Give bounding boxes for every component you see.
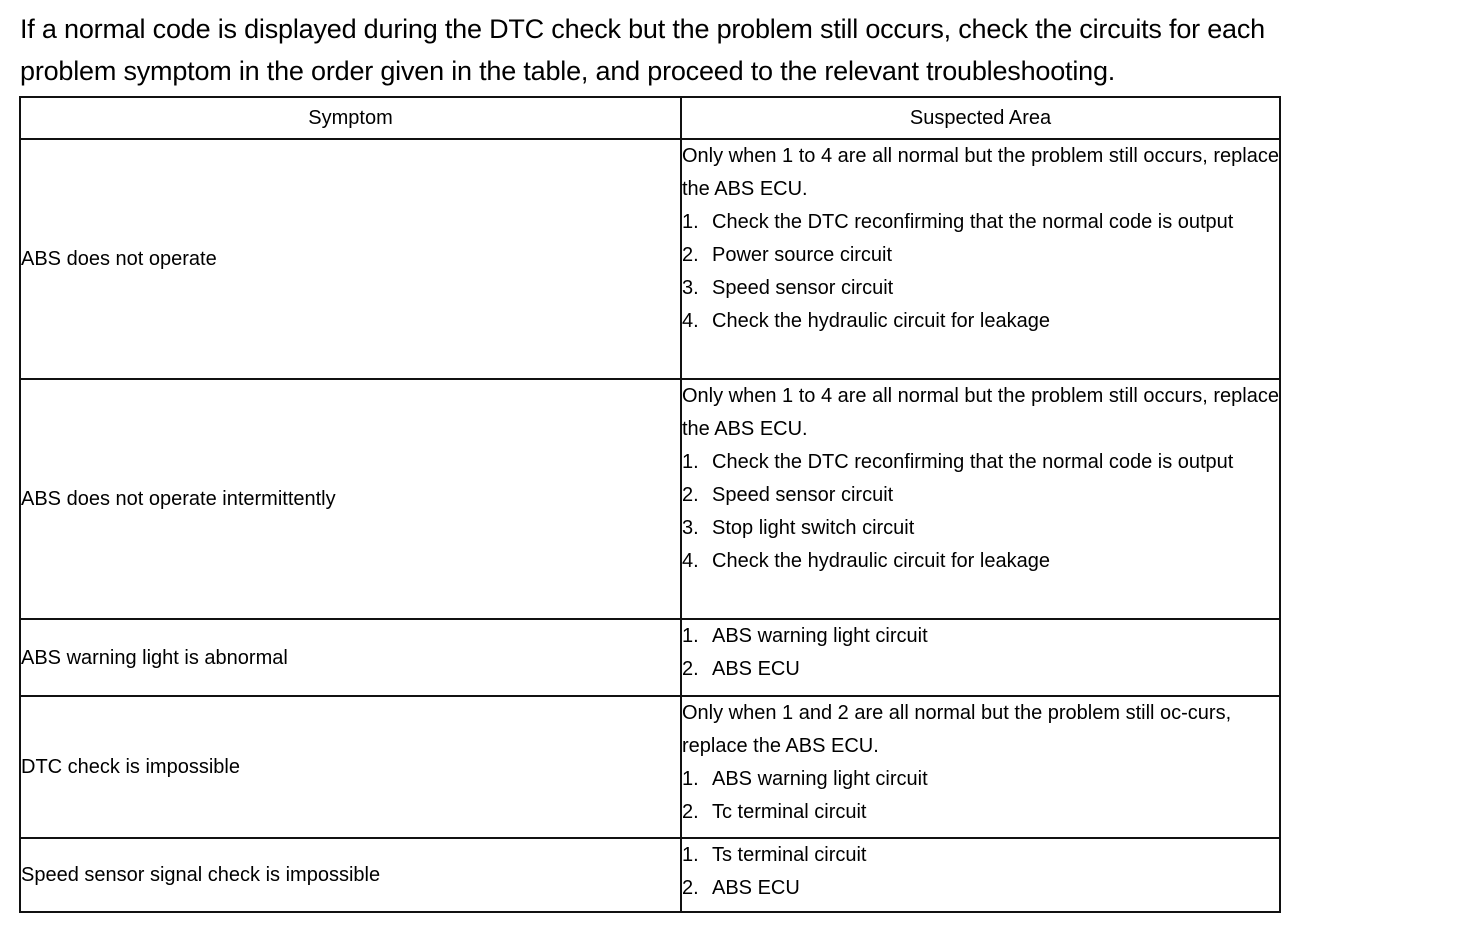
list-item xyxy=(682,796,1279,829)
suspected-area-cell xyxy=(681,139,1280,379)
table-row xyxy=(20,379,1280,619)
step-number: 2. xyxy=(682,244,699,266)
symptom-table xyxy=(19,96,1281,913)
table-body xyxy=(20,139,1280,912)
step-number: 1. xyxy=(682,625,699,647)
symptom-cell: ABS warning light is abnormal xyxy=(20,619,681,696)
step-text: Check the hydraulic circuit for leakage xyxy=(712,310,1050,332)
step-number: 2. xyxy=(682,801,699,823)
list-item xyxy=(682,545,1279,578)
step-number: 3. xyxy=(682,517,699,539)
suspected-area-cell xyxy=(681,619,1280,696)
check-steps-list xyxy=(682,620,1279,686)
symptom-cell: Speed sensor signal check is impossible xyxy=(20,838,681,912)
list-item xyxy=(682,839,1279,872)
step-number: 1. xyxy=(682,211,699,233)
list-item xyxy=(682,446,1279,479)
list-item xyxy=(682,763,1279,796)
step-number: 1. xyxy=(682,768,699,790)
step-text: Ts terminal circuit xyxy=(712,844,867,866)
check-steps-list xyxy=(682,446,1279,578)
suspected-area-cell xyxy=(681,696,1280,838)
symptom-cell: ABS does not operate xyxy=(20,139,681,379)
intro-line-1: If a normal code is displayed during the DTC check but the problem still occurs, check the circuits for each xyxy=(20,14,1265,44)
check-steps-list xyxy=(682,839,1279,905)
list-item xyxy=(682,239,1279,272)
step-text: Tc terminal circuit xyxy=(712,801,867,823)
symptom-cell: ABS does not operate intermittently xyxy=(20,379,681,619)
step-number: 2. xyxy=(682,658,699,680)
step-text: Check the hydraulic circuit for leakage xyxy=(712,550,1050,572)
step-text: Check the DTC reconfirming that the normal code is output xyxy=(712,211,1234,233)
table-row xyxy=(20,139,1280,379)
list-item xyxy=(682,479,1279,512)
suspected-area-cell xyxy=(681,838,1280,912)
intro-paragraph xyxy=(20,8,1465,92)
step-text: ABS warning light circuit xyxy=(712,768,928,790)
step-text: Speed sensor circuit xyxy=(712,277,894,299)
check-steps-list xyxy=(682,206,1279,338)
replace-ecu-note: Only when 1 to 4 are all normal but the problem still occurs, replace the ABS ECU. xyxy=(682,145,1279,200)
step-number: 2. xyxy=(682,484,699,506)
replace-ecu-note: Only when 1 and 2 are all normal but the problem still oc-curs, replace the ABS ECU. xyxy=(682,702,1232,757)
table-row xyxy=(20,838,1280,912)
list-item xyxy=(682,512,1279,545)
step-number: 1. xyxy=(682,451,699,473)
list-item xyxy=(682,272,1279,305)
step-text: Speed sensor circuit xyxy=(712,484,894,506)
check-steps-list xyxy=(682,763,1279,829)
suspected-area-cell xyxy=(681,379,1280,619)
list-item xyxy=(682,653,1279,686)
step-text: ABS ECU xyxy=(712,877,800,899)
intro-line-2: problem symptom in the order given in the table, and proceed to the relevant troubleshooting. xyxy=(20,56,1116,86)
list-item xyxy=(682,305,1279,338)
step-text: ABS ECU xyxy=(712,658,800,680)
list-item xyxy=(682,620,1279,653)
step-number: 1. xyxy=(682,844,699,866)
step-text: Stop light switch circuit xyxy=(712,517,915,539)
step-number: 4. xyxy=(682,550,699,572)
header-suspected-area: Suspected Area xyxy=(681,97,1280,139)
replace-ecu-note: Only when 1 to 4 are all normal but the problem still occurs, replace the ABS ECU. xyxy=(682,385,1279,440)
step-number: 3. xyxy=(682,277,699,299)
table-row xyxy=(20,696,1280,838)
step-text: Check the DTC reconfirming that the normal code is output xyxy=(712,451,1234,473)
table-header-row xyxy=(20,97,1280,139)
header-symptom: Symptom xyxy=(20,97,681,139)
list-item xyxy=(682,872,1279,905)
step-text: Power source circuit xyxy=(712,244,893,266)
step-number: 2. xyxy=(682,877,699,899)
step-number: 4. xyxy=(682,310,699,332)
table-row xyxy=(20,619,1280,696)
step-text: ABS warning light circuit xyxy=(712,625,928,647)
symptom-cell: DTC check is impossible xyxy=(20,696,681,838)
list-item xyxy=(682,206,1279,239)
